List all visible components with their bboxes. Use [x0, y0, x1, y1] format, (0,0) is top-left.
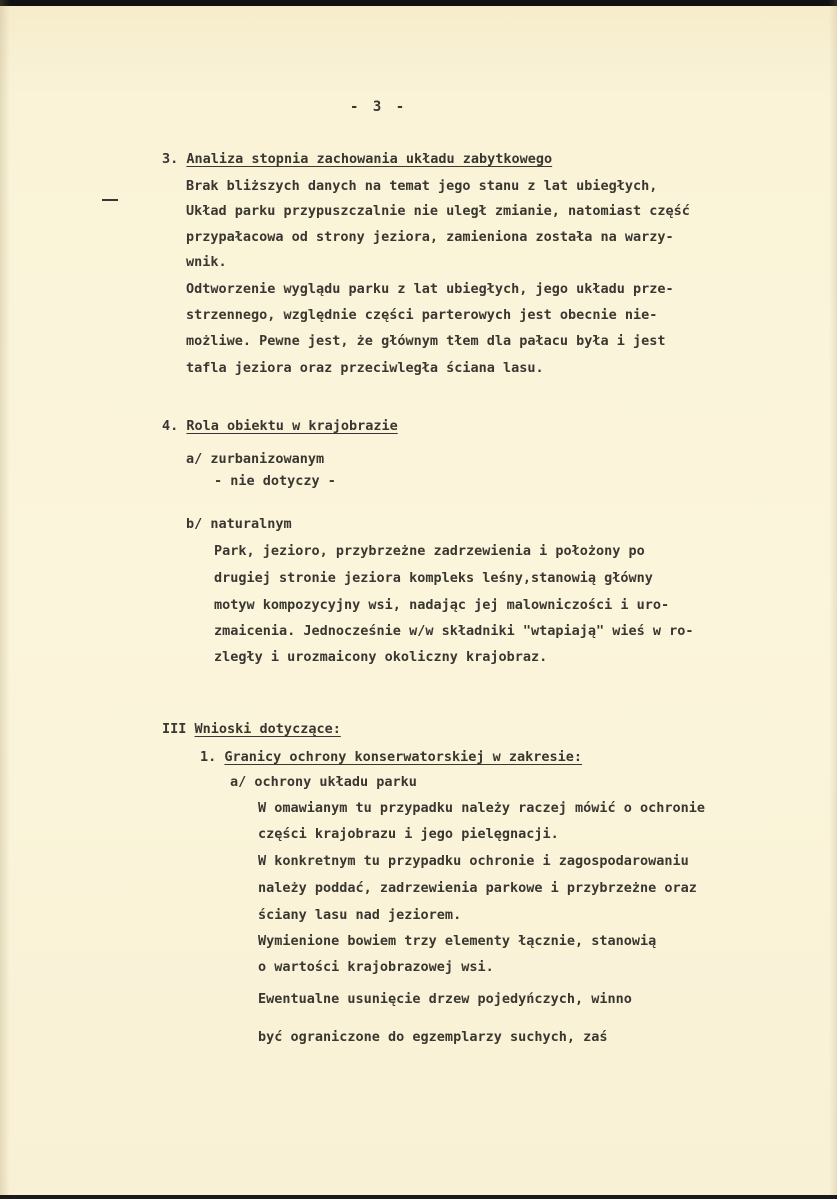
- section-3-line-1: Brak bliższych danych na temat jego stanu z lat ubiegłych,: [186, 178, 658, 194]
- section-iii-sub-1-title: Granicy ochrony konserwatorskiej w zakresie:: [224, 749, 583, 765]
- section-iii-heading: [162, 720, 341, 738]
- section-4-item-a-note: - nie dotyczy -: [214, 473, 336, 489]
- section-3-line-8: tafla jeziora oraz przeciwległa ściana lasu.: [186, 360, 544, 376]
- section-iii-sub-1-item-a: a/ ochrony układu parku: [230, 774, 417, 790]
- section-3-heading: [162, 150, 552, 168]
- section-3-line-7: możliwe. Pewne jest, że głównym tłem dla pałacu była i jest: [186, 333, 666, 349]
- section-3-line-4: wnik.: [186, 254, 227, 270]
- body-line-6: Wymienione bowiem trzy elementy łącznie, stanowią: [258, 933, 657, 949]
- section-4-item-b-line-3: motyw kompozycyjny wsi, nadając jej malowniczości i uro-: [214, 597, 670, 613]
- scan-shadow-left: [0, 0, 10, 1199]
- section-3-line-3: przypałacowa od strony jeziora, zamieniona została na warzy-: [186, 229, 674, 245]
- section-iii-sub-1-number: 1.: [200, 749, 217, 765]
- body-line-4: należy poddać, zadrzewienia parkowe i przybrzeżne oraz: [258, 880, 697, 896]
- section-4-item-b-line-1: Park, jezioro, przybrzeżne zadrzewienia i położony po: [214, 543, 645, 559]
- scan-edge-bottom: [0, 1195, 837, 1199]
- section-3-line-5: Odtworzenie wyglądu parku z lat ubiegłych, jego układu prze-: [186, 281, 674, 297]
- section-3-line-2: Układ parku przypuszczalnie nie uległ zmianie, natomiast część: [186, 203, 690, 219]
- body-line-9: być ograniczone do egzemplarzy suchych, zaś: [258, 1029, 608, 1045]
- section-4-item-b: b/ naturalnym: [186, 516, 292, 532]
- section-4-heading: [162, 417, 398, 435]
- section-3-number: 3.: [162, 151, 179, 167]
- section-3-title: Analiza stopnia zachowania układu zabytkowego: [186, 151, 553, 167]
- page-number: - 3 -: [350, 99, 408, 115]
- section-4-number: 4.: [162, 418, 179, 434]
- scan-edge-top: [0, 0, 837, 6]
- margin-dash-mark: [102, 199, 118, 201]
- body-line-1: W omawianym tu przypadku należy raczej mówić o ochronie: [258, 800, 706, 816]
- section-iii-sub-1-heading: [200, 748, 582, 766]
- body-line-2: części krajobrazu i jego pielęgnacji.: [258, 826, 559, 842]
- scan-shadow-right: [829, 0, 837, 1199]
- section-iii-number: III: [162, 721, 187, 737]
- section-4-item-a: a/ zurbanizowanym: [186, 451, 325, 467]
- body-line-3: W konkretnym tu przypadku ochronie i zagospodarowaniu: [258, 853, 689, 869]
- section-4-item-b-line-4: zmaicenia. Jednocześnie w/w składniki "wtapiają" wieś w ro-: [214, 623, 694, 639]
- body-line-7: o wartości krajobrazowej wsi.: [258, 959, 494, 975]
- section-3-line-6: strzennego, względnie części parterowych jest obecnie nie-: [186, 307, 658, 323]
- section-4-item-b-line-2: drugiej stronie jeziora kompleks leśny,stanowią główny: [214, 570, 653, 586]
- body-line-8: Ewentualne usunięcie drzew pojedyńczych, winno: [258, 991, 632, 1007]
- section-4-item-b-line-5: zległy i urozmaicony okoliczny krajobraz.: [214, 649, 548, 665]
- section-iii-title: Wnioski dotyczące:: [194, 721, 341, 737]
- body-line-5: ściany lasu nad jeziorem.: [258, 907, 462, 923]
- section-4-title: Rola obiektu w krajobrazie: [186, 418, 398, 434]
